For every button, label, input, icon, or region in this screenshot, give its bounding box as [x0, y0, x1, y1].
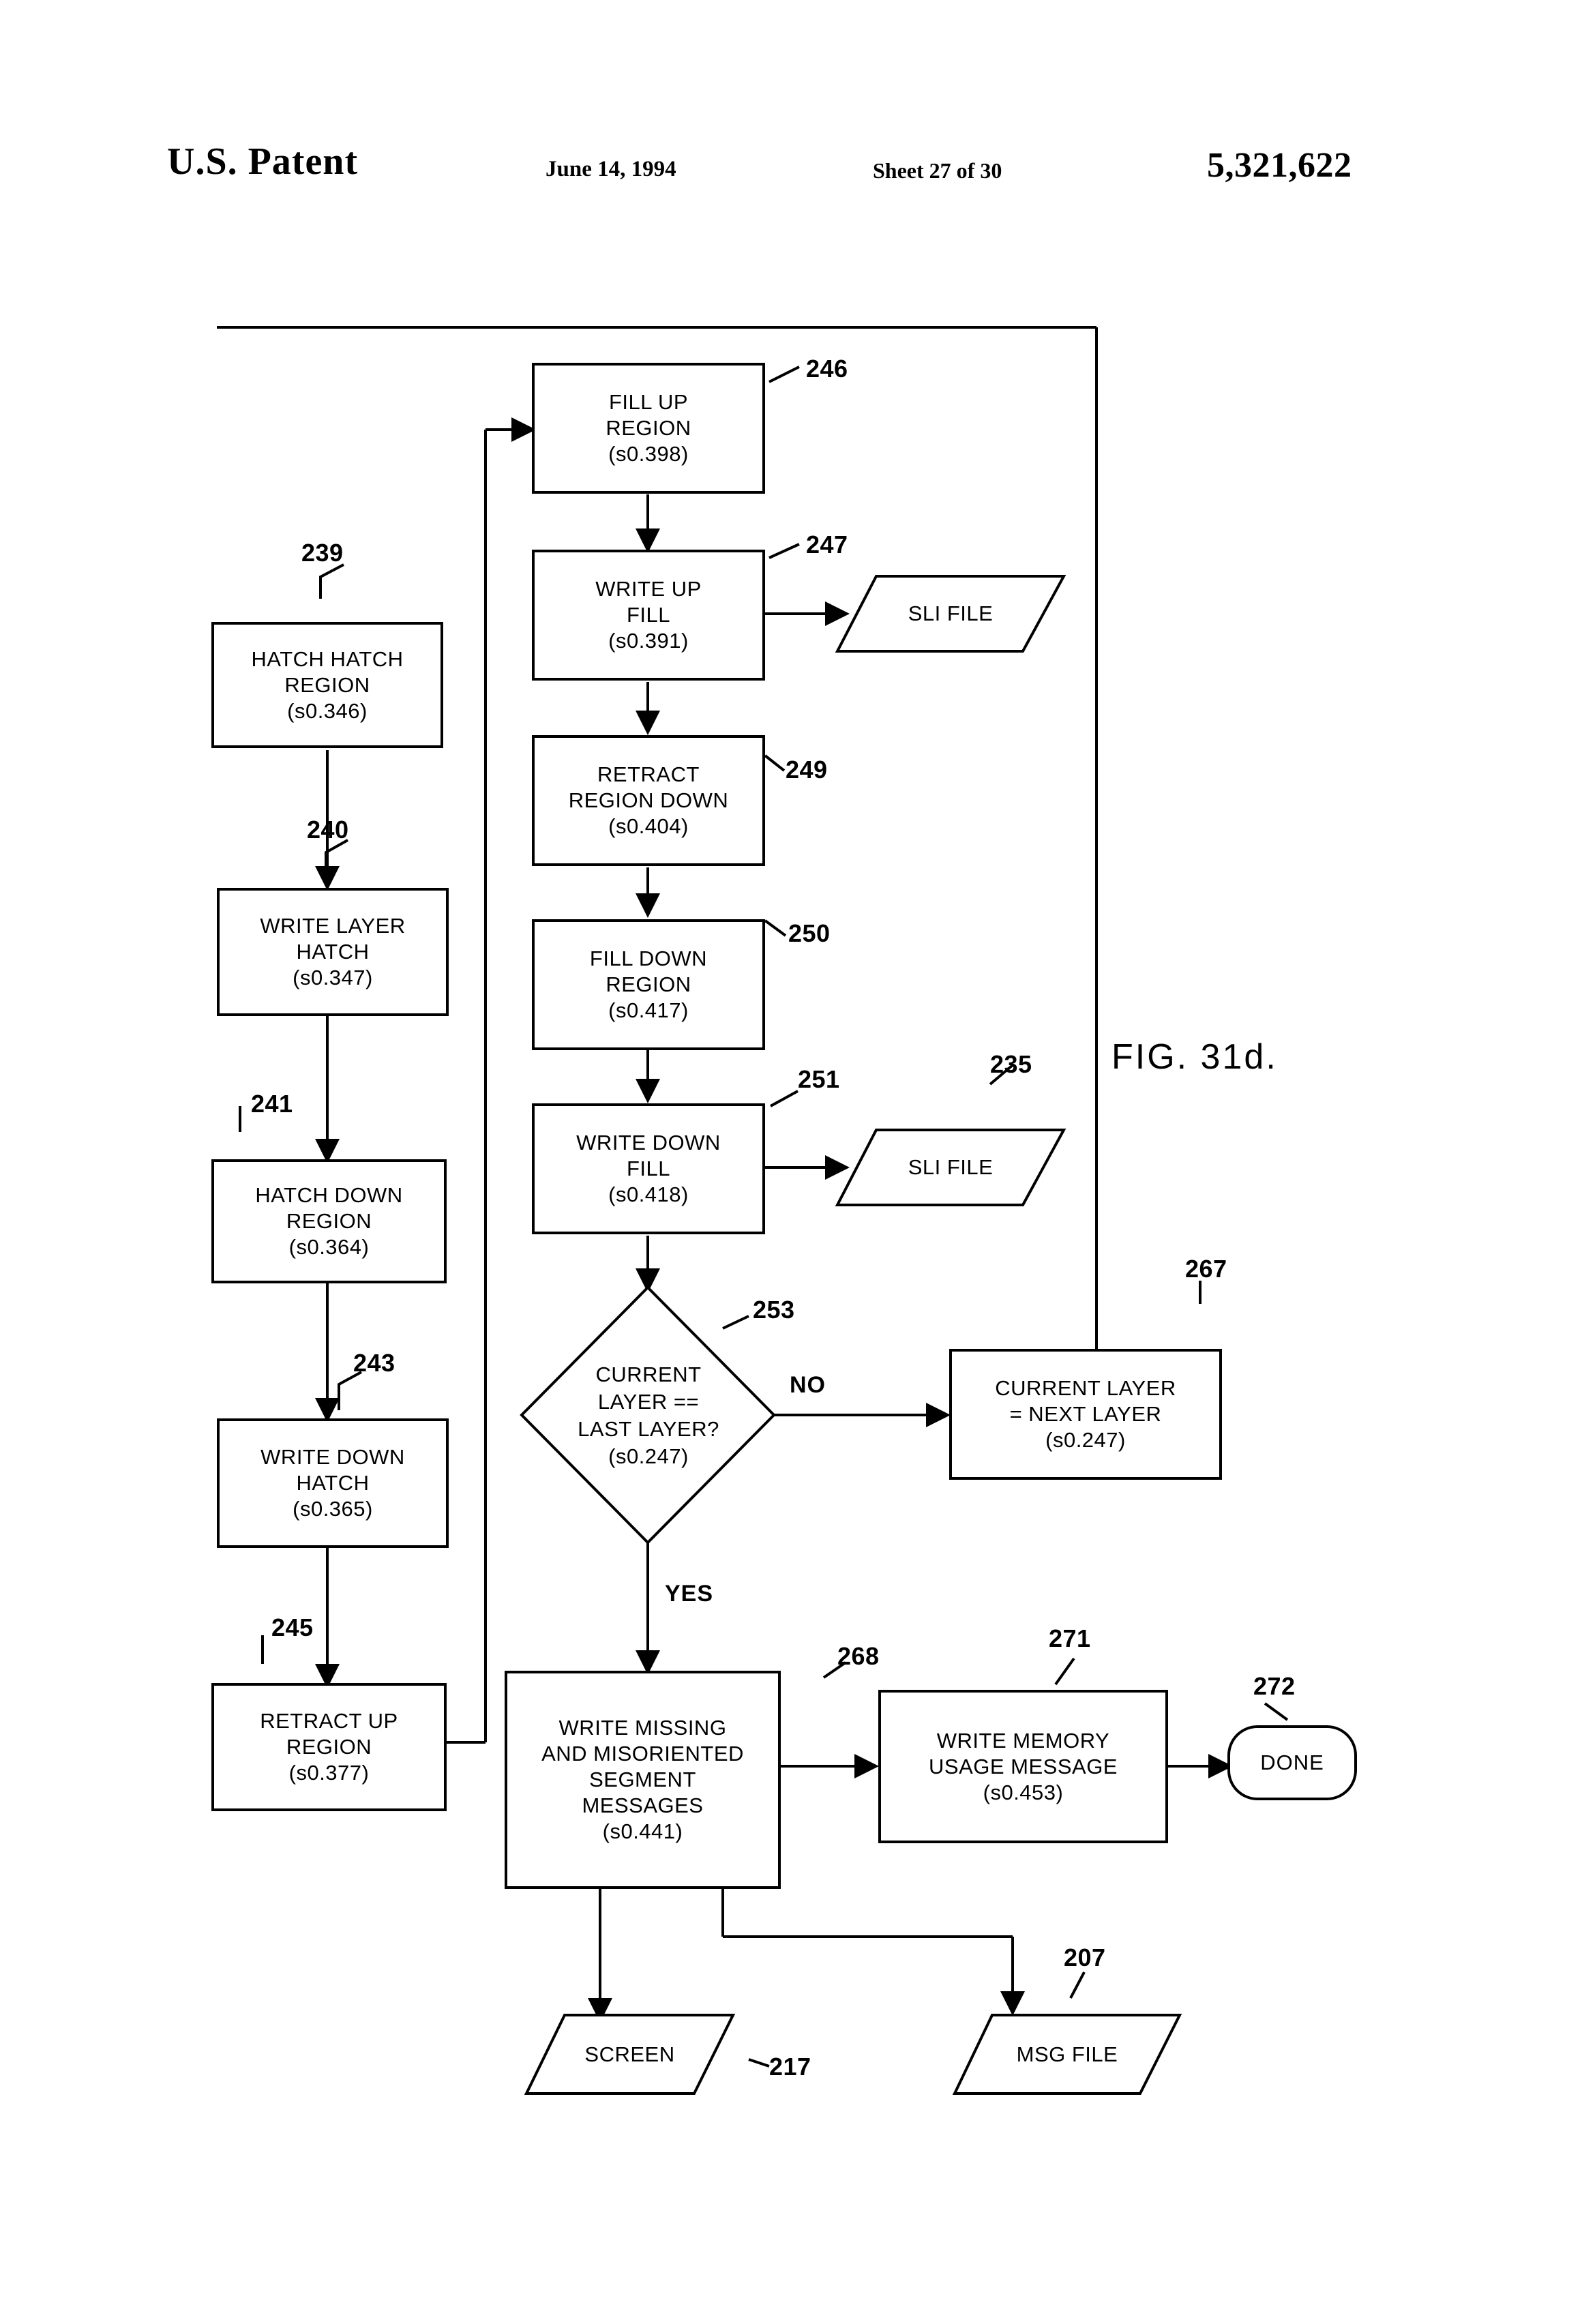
node-label: RETRACT UP REGION (s0.377) [260, 1709, 398, 1785]
ref-247: 247 [806, 531, 848, 558]
node-label: DONE [1260, 1751, 1324, 1774]
ref-268: 268 [837, 1642, 880, 1670]
sheet-number: Sheet 27 of 30 [873, 158, 1002, 183]
node-label: FILL DOWN REGION (s0.417) [589, 947, 708, 1022]
figure-label: FIG. 31d. [1111, 1037, 1278, 1077]
node-current-layer-decision[interactable] [522, 1287, 775, 1544]
ref-253: 253 [753, 1296, 795, 1324]
node-write-memory-usage[interactable] [878, 1690, 1168, 1843]
node-label: MSG FILE [1016, 2042, 1118, 2066]
patent-date: June 14, 1994 [546, 157, 676, 181]
node-label: WRITE DOWN FILL (s0.418) [576, 1131, 721, 1206]
ref-251: 251 [798, 1065, 840, 1093]
node-fill-down-region[interactable] [532, 919, 765, 1050]
ref-267: 267 [1185, 1255, 1227, 1283]
node-label: HATCH HATCH REGION (s0.346) [251, 646, 404, 723]
node-label: RETRACT REGION DOWN (s0.404) [568, 762, 729, 838]
node-sli-file-top[interactable] [837, 576, 1064, 651]
ref-207: 207 [1064, 1943, 1106, 1971]
node-label: WRITE MEMORY USAGE MESSAGE (s0.453) [929, 1728, 1118, 1804]
node-label: SLI FILE [908, 601, 994, 625]
node-label: WRITE DOWN HATCH (s0.365) [260, 1445, 405, 1521]
node-label: WRITE LAYER HATCH (s0.347) [260, 914, 406, 989]
patent-number: 5,321,622 [1207, 146, 1352, 185]
ref-271: 271 [1049, 1624, 1091, 1652]
ref-246: 246 [806, 355, 848, 383]
node-label: SCREEN [584, 2042, 675, 2066]
node-msg-file[interactable] [955, 2015, 1180, 2094]
node-screen[interactable] [526, 2015, 733, 2094]
node-label: WRITE UP FILL (s0.391) [595, 577, 702, 653]
node-done[interactable] [1227, 1725, 1357, 1800]
ref-235: 235 [990, 1050, 1032, 1078]
node-write-up-fill[interactable] [532, 550, 765, 681]
node-label: SLI FILE [908, 1155, 994, 1179]
ref-243: 243 [353, 1349, 395, 1377]
edge-label-no: NO [790, 1372, 826, 1398]
patent-office-title: U.S. Patent [167, 140, 359, 183]
node-label: WRITE MISSING AND MISORIENTED SEGMENT MESSAGES (s0.441) [541, 1716, 744, 1843]
node-label: CURRENT LAYER = NEXT LAYER (s0.247) [995, 1376, 1176, 1452]
node-retract-up-region[interactable] [211, 1683, 447, 1811]
node-label: FILL UP REGION (s0.398) [606, 390, 691, 466]
node-write-missing-messages[interactable] [505, 1671, 781, 1889]
ref-240: 240 [307, 816, 349, 844]
ref-217: 217 [769, 2053, 811, 2081]
ref-250: 250 [788, 919, 831, 947]
ref-249: 249 [786, 756, 828, 784]
ref-241: 241 [251, 1090, 293, 1118]
node-retract-region-down[interactable] [532, 735, 765, 866]
node-write-down-hatch[interactable] [217, 1418, 449, 1548]
node-fill-up-region[interactable] [532, 363, 765, 494]
node-hatch-hatch-region[interactable] [211, 622, 443, 748]
node-label: HATCH DOWN REGION (s0.364) [255, 1183, 403, 1259]
edge-label-yes: YES [665, 1581, 714, 1607]
ref-245: 245 [271, 1613, 314, 1641]
node-write-layer-hatch[interactable] [217, 888, 449, 1016]
node-write-down-fill[interactable] [532, 1103, 765, 1234]
ref-239: 239 [301, 539, 344, 567]
ref-272: 272 [1253, 1672, 1296, 1700]
node-hatch-down-region[interactable] [211, 1159, 447, 1283]
node-current-layer-next[interactable] [949, 1349, 1222, 1480]
node-sli-file-bottom[interactable] [837, 1130, 1064, 1205]
node-label: CURRENT LAYER == LAST LAYER? (s0.247) [578, 1362, 719, 1468]
